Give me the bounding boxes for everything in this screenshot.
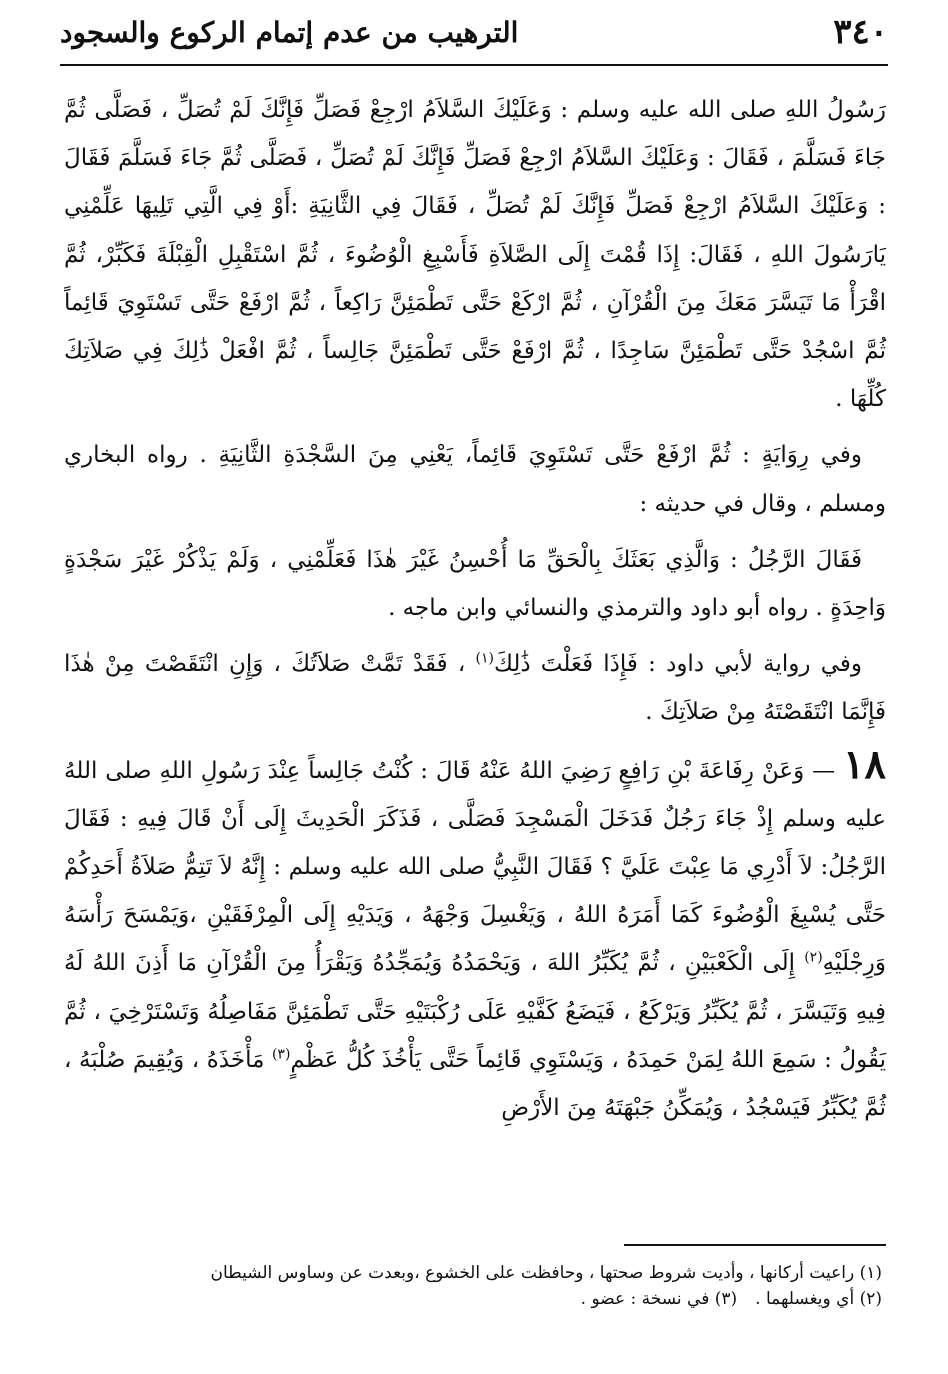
main-text <box>64 86 886 1140</box>
running-title: الترهيب من عدم إتمام الركوع والسجود <box>60 15 519 49</box>
footnote-3: (٣) في نسخة : عضو . <box>580 1289 738 1309</box>
hadith-18-paragraph <box>64 740 886 1133</box>
footnotes <box>64 1260 882 1312</box>
page-header <box>60 8 888 56</box>
footnote-1: (١) راعيت أركانها ، وأديت شروط صحتها ، وحافظت على الخشوع ،وبعدت عن وساوس الشيطان <box>210 1263 882 1283</box>
hadith-18-text-part1: وَعَنْ رِفَاعَةَ بْنِ رَافِعٍ رَضِيَ اللهُ عَنْهُ قَالَ : كُنْتُ جَالِساً عِنْدَ رَسُولِ اللهِ صلى اللهُ عليه وسلم إِذْ جَاءَ رَجُلٌ فَدَخَلَ الْمَسْجِدَ فَصَلَّى ، فَذَكَرَ الْحَدِيثَ إِلَى أَنْ قَالَ فِيهِ : فَقَالَ الرَّجُلُ: لاَ أَدْرِي مَا عِبْتَ عَلَيَّ ؟ فَقَالَ النَّبِيُّ صلى الله عليه وسلم : إِنَّهُ لاَ تَتِمُّ صَلاَةُ أَحَدِكُمْ حَتَّى يُسْبِغَ الْوُضُوءَ كَمَا أَمَرَهُ اللهُ ، وَيَغْسِلَ وَجْهَهُ ، وَيَدَيْهِ إِلَى الْمِرْفَقَيْنِ ،وَيَمْسَحَ رَأْسَهُ وَرِجْلَيْهِ <box>64 757 886 977</box>
footnote-divider <box>624 1244 886 1246</box>
hadith-18-text-part3: مَأْخَذَهُ ، وَيُقِيمَ صُلْبَهُ ، ثُمَّ يُكَبِّرُ فَيَسْجُدُ ، وَيُمَكِّنُ جَبْهَتَهُ مِنَ الأَرْضِ <box>64 1046 886 1122</box>
footnote-2-3-line <box>64 1286 882 1312</box>
footnote-marker-2: (٢) <box>804 949 823 966</box>
hadith-18-text-part2: إِلَى الْكَعْبَيْنِ ، ثُمَّ يُكَبِّرُ اللهَ ، وَيَحْمَدُهُ وَيُمَجِّدُهُ وَيَقْرَأُ مِنَ الْقُرْآنِ مَا أَذِنَ اللهُ لَهُ فِيهِ وَتَيَسَّرَ ، ثُمَّ يُكَبِّرُ وَيَرْكَعُ ، فَيَضَعُ كَفَّيْهِ عَلَى رُكْبَتَيْهِ حَتَّى تَطْمَئِنَّ مَفَاصِلُهُ وَتَسْتَرْخِيَ ، ثُمَّ يَقُولُ : سَمِعَ اللهُ لِمَنْ حَمِدَهُ ، وَيَسْتَوِي قَائِماً حَتَّى يَأْخُذَ كُلُّ عَظْمٍ <box>64 950 886 1073</box>
narration-variant-paragraph: وفي رِوَايَةٍ : ثُمَّ ارْفَعْ حَتَّى تَسْتَوِيَ قَائِماً، يَعْنِي مِنَ السَّجْدَةِ الثَّانِيَةِ . رواه البخاري ومسلم ، وقال في حديثه : <box>64 442 886 517</box>
footnote-marker-1: (١) <box>475 650 494 667</box>
abu-dawud-text-before: وفي رواية لأبي داود : فَإِذَا فَعَلْتَ ذَٰلِكَ <box>493 651 862 678</box>
hadith-dash: — <box>812 757 836 784</box>
abu-dawud-variant-paragraph <box>64 640 886 736</box>
hadith-continuation-paragraph: رَسُولُ اللهِ صلى الله عليه وسلم : وَعَلَيْكَ السَّلاَمُ ارْجِعْ فَصَلِّ فَإِنَّكَ لَمْ تُصَلِّ ، فَصَلَّى ثُمَّ جَاءَ فَسَلَّمَ ، فَقَالَ : وَعَلَيْكَ السَّلاَمُ ارْجِعْ فَصَلِّ فَإِنَّكَ لَمْ تُصَلِّ ، فَصَلَّى ثُمَّ جَاءَ فَسَلَّمَ فَقَالَ : وَعَلَيْكَ السَّلاَمُ ارْجِعْ فَصَلِّ فَإِنَّكَ لَمْ تُصَلِّ ، فَقَالَ فِي الثَّانِيَةِ :أَوْ فِي الَّتِي تَلِيهَا عَلِّمْنِي يَارَسُولَ اللهِ ، فَقَالَ: إِذَا قُمْتَ إِلَى الصَّلاَةِ فَأَسْبِغِ الْوُضُوءَ ، ثُمَّ اسْتَقْبِلِ الْقِبْلَةَ فَكَبِّرْ، ثُمَّ اقْرَأْ مَا تَيَسَّرَ مَعَكَ مِنَ الْقُرْآنِ ، ثُمَّ ارْكَعْ حَتَّى تَطْمَئِنَّ رَاكِعاً ، ثُمَّ ارْفَعْ حَتَّى تَسْتَوِيَ قَائِماً ثُمَّ اسْجُدْ حَتَّى تَطْمَئِنَّ سَاجِدًا ، ثُمَّ ارْفَعْ حَتَّى تَطْمَئِنَّ جَالِساً ، ثُمَّ افْعَلْ ذَٰلِكَ فِي صَلاَتِكَ كُلِّهَا . <box>64 97 886 413</box>
footnote-2: (٢) أي ويغسلهما . <box>755 1289 882 1309</box>
header-divider <box>60 64 888 66</box>
hadith-number: ١٨ <box>843 740 886 788</box>
page-number: ٣٤٠ <box>833 12 888 52</box>
abu-dawud-text-after: ، فَقَدْ تَمَّتْ صَلاَتُكَ ، وَإِنِ انْتَقَصْتَ مِنْ هٰذَا فَإِنَّمَا انْتَقَصْتَهُ مِنْ صَلاَتِكَ . <box>64 651 886 726</box>
footnote-marker-3: (٣) <box>271 1046 291 1063</box>
man-reply-paragraph: فَقَالَ الرَّجُلُ : وَالَّذِي بَعَثَكَ بِالْحَقِّ مَا أُحْسِنُ غَيْرَ هٰذَا فَعَلِّمْنِي ، وَلَمْ يَذْكُرْ غَيْرَ سَجْدَةٍ وَاحِدَةٍ . رواه أبو داود والترمذي والنسائي وابن ماجه . <box>64 546 886 622</box>
